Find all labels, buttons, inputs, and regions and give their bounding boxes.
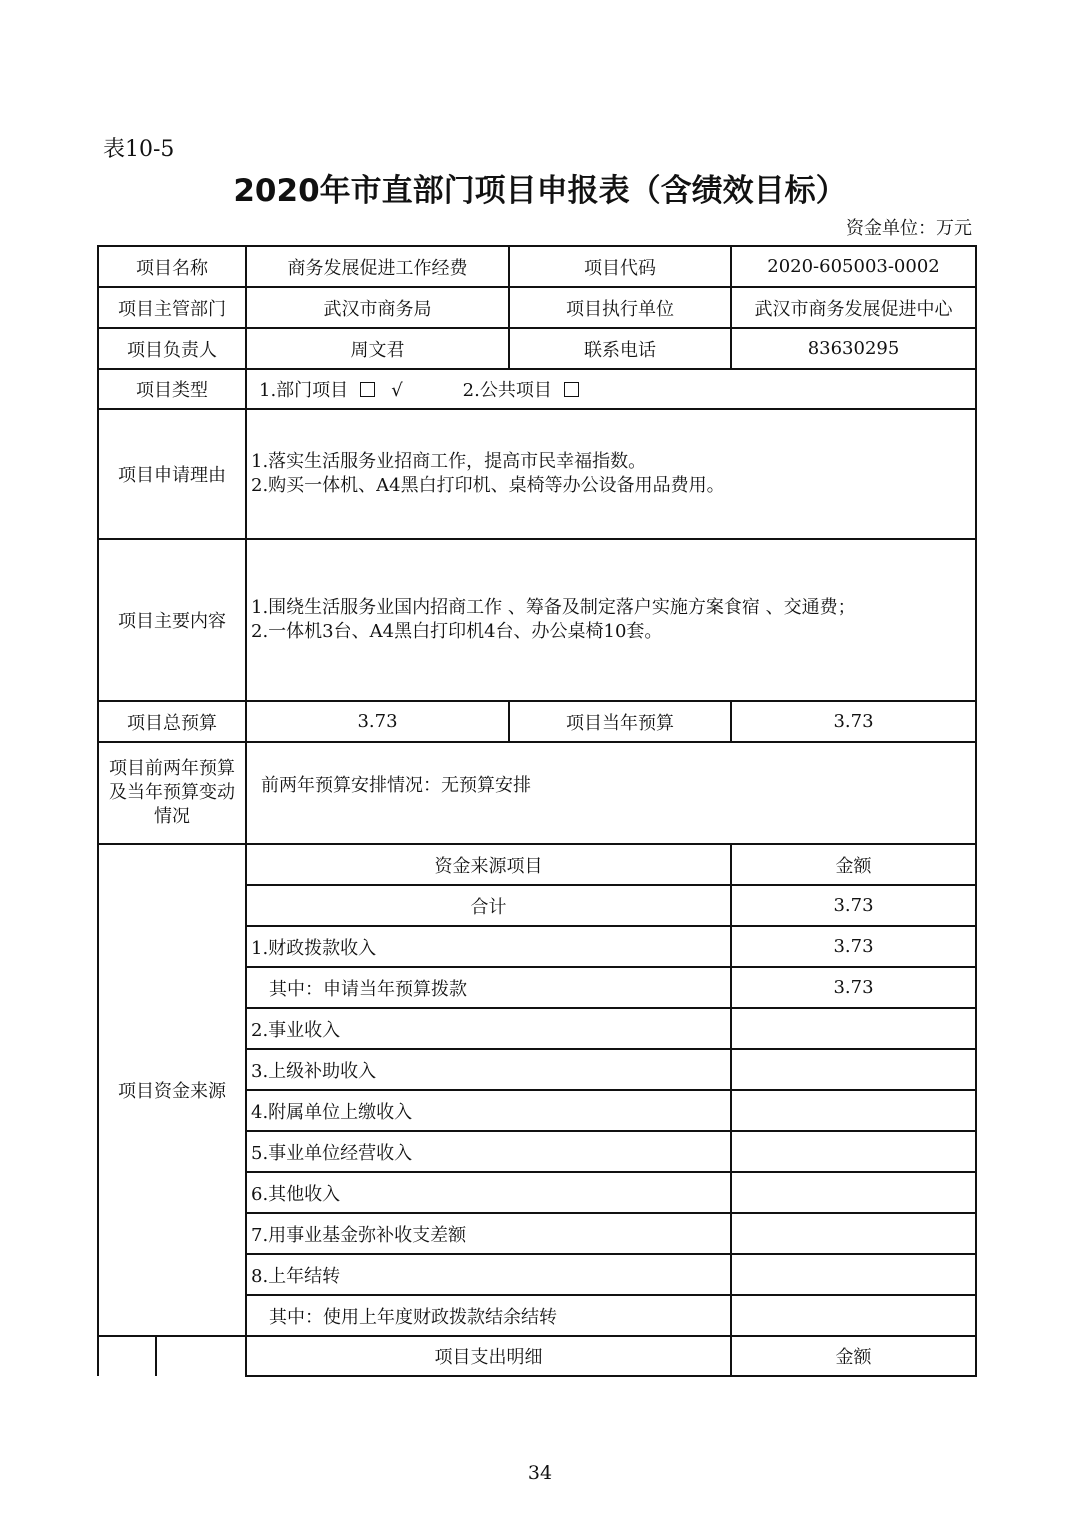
reason-line-2: 2.购买一体机、A4黑白打印机、桌椅等办公设备用品费用。: [251, 475, 725, 496]
dept-value: 武汉市商务局: [246, 287, 509, 328]
project-code-label: 项目代码: [509, 246, 731, 287]
prev-budget-label-line-3: 情况: [154, 806, 190, 827]
row-content: [98, 539, 976, 701]
total-budget-label: 项目总预算: [98, 701, 246, 742]
type-label: 项目类型: [98, 369, 246, 409]
phone-value: 83630295: [731, 328, 976, 369]
project-form-table: [97, 245, 977, 1377]
funding-item-amount: [731, 1131, 976, 1172]
reason-label: 项目申请理由: [98, 409, 246, 539]
funding-item-amount: 3.73: [731, 885, 976, 926]
content-text: [246, 539, 976, 701]
funding-item-name: 2.事业收入: [246, 1008, 731, 1049]
funding-item-name: 其中：使用上年度财政拨款结余结转: [246, 1295, 731, 1336]
type-option-dept: 1.部门项目: [259, 380, 349, 401]
content-line-2: 2.一体机3台、A4黑白打印机4台、办公桌椅10套。: [251, 621, 663, 642]
checkbox-icon: [564, 382, 579, 397]
reason-line-1: 1.落实生活服务业招商工作，提高市民幸福指数。: [251, 451, 647, 472]
funding-item-amount: [731, 1172, 976, 1213]
funding-item-name: 5.事业单位经营收入: [246, 1131, 731, 1172]
expense-col-amount: 金额: [731, 1336, 976, 1376]
funding-label: 项目资金来源: [98, 844, 246, 1336]
row-project-name: [98, 246, 976, 287]
funding-item-name: 7.用事业基金弥补收支差额: [246, 1213, 731, 1254]
expense-col-item: 项目支出明细: [246, 1336, 731, 1376]
expense-header-row: [98, 1336, 976, 1376]
row-reason: [98, 409, 976, 539]
funding-item-name: 6.其他收入: [246, 1172, 731, 1213]
type-option-public: 2.公共项目: [462, 380, 552, 401]
funding-item-name: 8.上年结转: [246, 1254, 731, 1295]
project-name-value: 商务发展促进工作经费: [246, 246, 509, 287]
row-budget: [98, 701, 976, 742]
prev-budget-label: [98, 742, 246, 844]
document-title: 2020年市直部门项目申报表（含绩效目标）: [233, 173, 847, 209]
funding-col-item: 资金来源项目: [246, 844, 731, 885]
leader-value: 周文君: [246, 328, 509, 369]
year-budget-label: 项目当年预算: [509, 701, 731, 742]
funding-header-row: [98, 844, 976, 885]
checkmark-icon: √: [391, 380, 403, 401]
content-label: 项目主要内容: [98, 539, 246, 701]
funding-item-amount: [731, 1008, 976, 1049]
checkbox-icon: [360, 382, 375, 397]
row-leader: [98, 328, 976, 369]
table-label: 表10-5: [103, 137, 175, 162]
funding-item-amount: 3.73: [731, 967, 976, 1008]
exec-unit-value: 武汉市商务发展促进中心: [731, 287, 976, 328]
type-options: [246, 369, 976, 409]
prev-budget-label-line-1: 项目前两年预算: [109, 758, 235, 779]
funding-item-amount: [731, 1090, 976, 1131]
funding-item-amount: [731, 1213, 976, 1254]
row-project-type: [98, 369, 976, 409]
leader-label: 项目负责人: [98, 328, 246, 369]
row-department: [98, 287, 976, 328]
funding-item-amount: 3.73: [731, 926, 976, 967]
funding-item-name: 1.财政拨款收入: [246, 926, 731, 967]
phone-label: 联系电话: [509, 328, 731, 369]
year-budget-value: 3.73: [731, 701, 976, 742]
funding-col-amount: 金额: [731, 844, 976, 885]
project-name-label: 项目名称: [98, 246, 246, 287]
content-line-1: 1.围绕生活服务业国内招商工作 、筹备及制定落户实施方案食宿 、交通费；: [251, 597, 856, 618]
exec-unit-label: 项目执行单位: [509, 287, 731, 328]
project-code-value: 2020-605003-0002: [731, 246, 976, 287]
funding-item-amount: [731, 1295, 976, 1336]
reason-text: [246, 409, 976, 539]
funding-item-name: 合计: [246, 885, 731, 926]
funding-item-name: 4.附属单位上缴收入: [246, 1090, 731, 1131]
expense-side-cell: [98, 1336, 156, 1376]
prev-budget-label-line-2: 及当年预算变动: [109, 782, 235, 803]
dept-label: 项目主管部门: [98, 287, 246, 328]
unit-note: 资金单位：万元: [846, 218, 972, 239]
expense-side-cell: [156, 1336, 246, 1376]
total-budget-value: 3.73: [246, 701, 509, 742]
prev-budget-text: 前两年预算安排情况：无预算安排: [246, 742, 976, 844]
funding-item-name: 3.上级补助收入: [246, 1049, 731, 1090]
row-prev-budget: [98, 742, 976, 844]
funding-item-name: 其中：申请当年预算拨款: [246, 967, 731, 1008]
funding-item-amount: [731, 1254, 976, 1295]
page-number: 34: [527, 1462, 553, 1484]
funding-item-amount: [731, 1049, 976, 1090]
